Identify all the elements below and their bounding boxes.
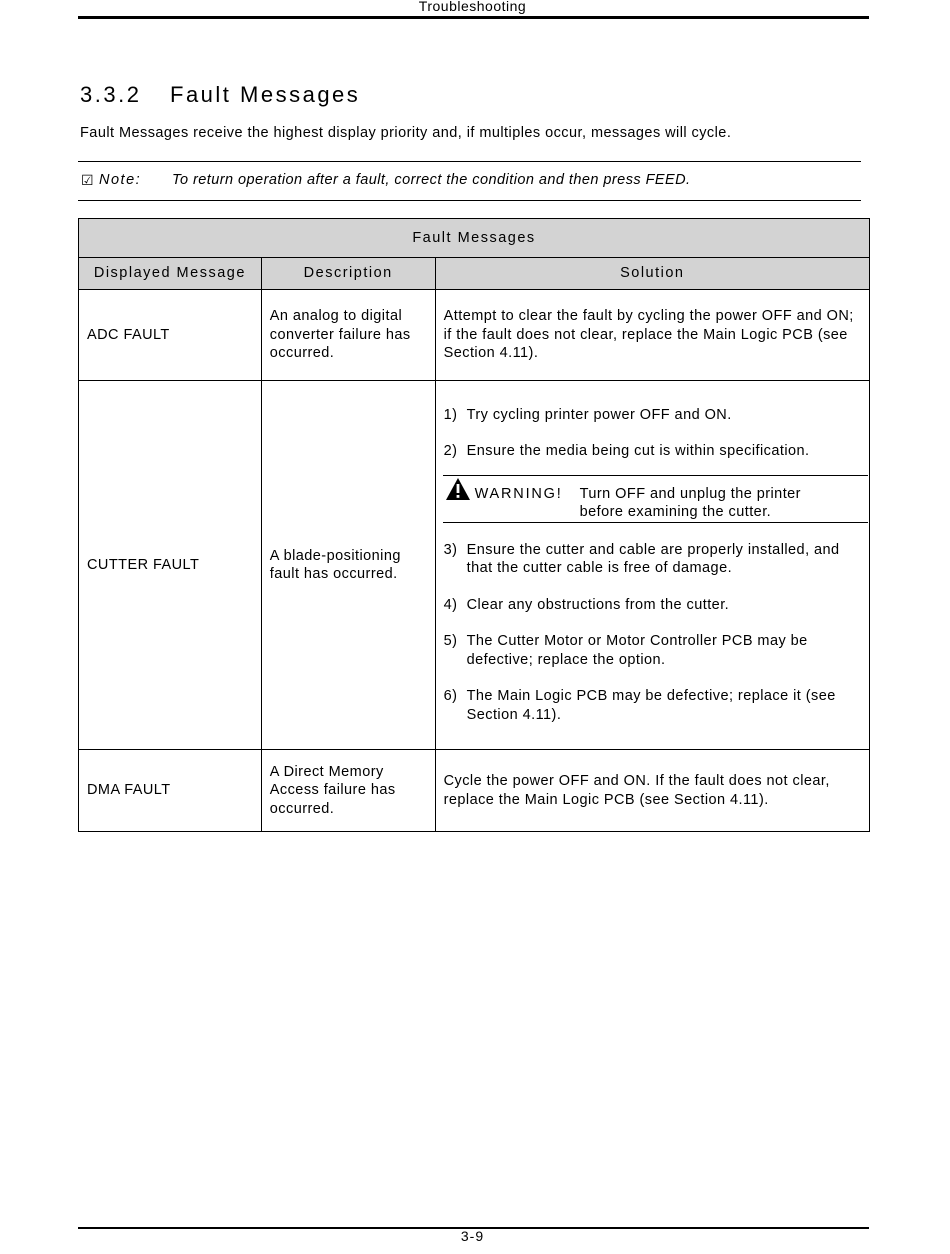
solution-step [444,687,861,724]
table-row [79,290,870,381]
column-header-description: Description [261,258,435,290]
table-row [79,750,870,832]
step-text: The Cutter Motor or Motor Controller PCB may be defective; replace the option. [466,633,808,668]
note-text: To return operation after a fault, correct the condition and then press FEED. [172,172,691,188]
solution-step [444,541,861,578]
table-row [79,381,870,750]
step-number: 5) [443,633,458,650]
step-number: 2) [443,443,458,460]
displayed-message-cell: CUTTER FAULT [79,381,262,750]
step-number: 1) [443,406,458,423]
warning-text: Turn OFF and unplug the printer before examining the cutter. [579,485,801,521]
fault-messages-table [78,218,870,832]
step-number: 3) [443,541,458,558]
checkbox-icon: ☑ [81,172,95,188]
solution-cell: Attempt to clear the fault by cycling the power OFF and ON; if the fault does not clear, replace the Main Logic PCB (see Section 4.11). [435,290,869,381]
step-text: Ensure the media being cut is within specification. [466,443,810,460]
section-number: 3.3.2 [80,82,142,107]
table-title: Fault Messages [79,219,870,258]
solution-step [444,596,861,615]
section-heading [80,82,360,108]
header-rule [78,16,869,19]
solution-step [444,442,861,461]
column-header-displayed-message: Displayed Message [79,258,262,290]
solution-step [444,406,861,425]
step-text: Try cycling printer power OFF and ON. [466,406,732,423]
warning-box [443,475,868,523]
description-cell: An analog to digital converter failure has occurred. [261,290,435,381]
step-text: Ensure the cutter and cable are properly installed, and that the cutter cable is free of damage. [466,541,840,577]
step-number: 6) [443,688,458,705]
warning-label: WARNING! [474,485,563,502]
page-number: 3-9 [460,1228,485,1244]
displayed-message-cell: DMA FAULT [79,750,262,832]
solution-cell [435,381,869,750]
note-box [78,161,861,201]
description-cell: A Direct Memory Access failure has occurred. [261,750,435,832]
section-title: Fault Messages [170,82,361,107]
step-number: 4) [443,596,458,613]
description-cell: A blade-positioning fault has occurred. [261,381,435,750]
running-header-title: Troubleshooting [418,0,527,14]
solution-cell: Cycle the power OFF and ON. If the fault does not clear, replace the Main Logic PCB (see Section 4.11). [435,750,869,832]
note-label: Note: [99,172,142,188]
solution-steps [444,406,861,725]
step-text: The Main Logic PCB may be defective; replace it (see Section 4.11). [466,688,836,723]
displayed-message-cell: ADC FAULT [79,290,262,381]
column-header-solution: Solution [435,258,869,290]
warning-triangle-icon [445,477,471,501]
step-text: Clear any obstructions from the cutter. [466,596,730,613]
intro-paragraph: Fault Messages receive the highest display priority and, if multiples occur, messages will cycle. [80,125,732,141]
solution-step [444,632,861,669]
